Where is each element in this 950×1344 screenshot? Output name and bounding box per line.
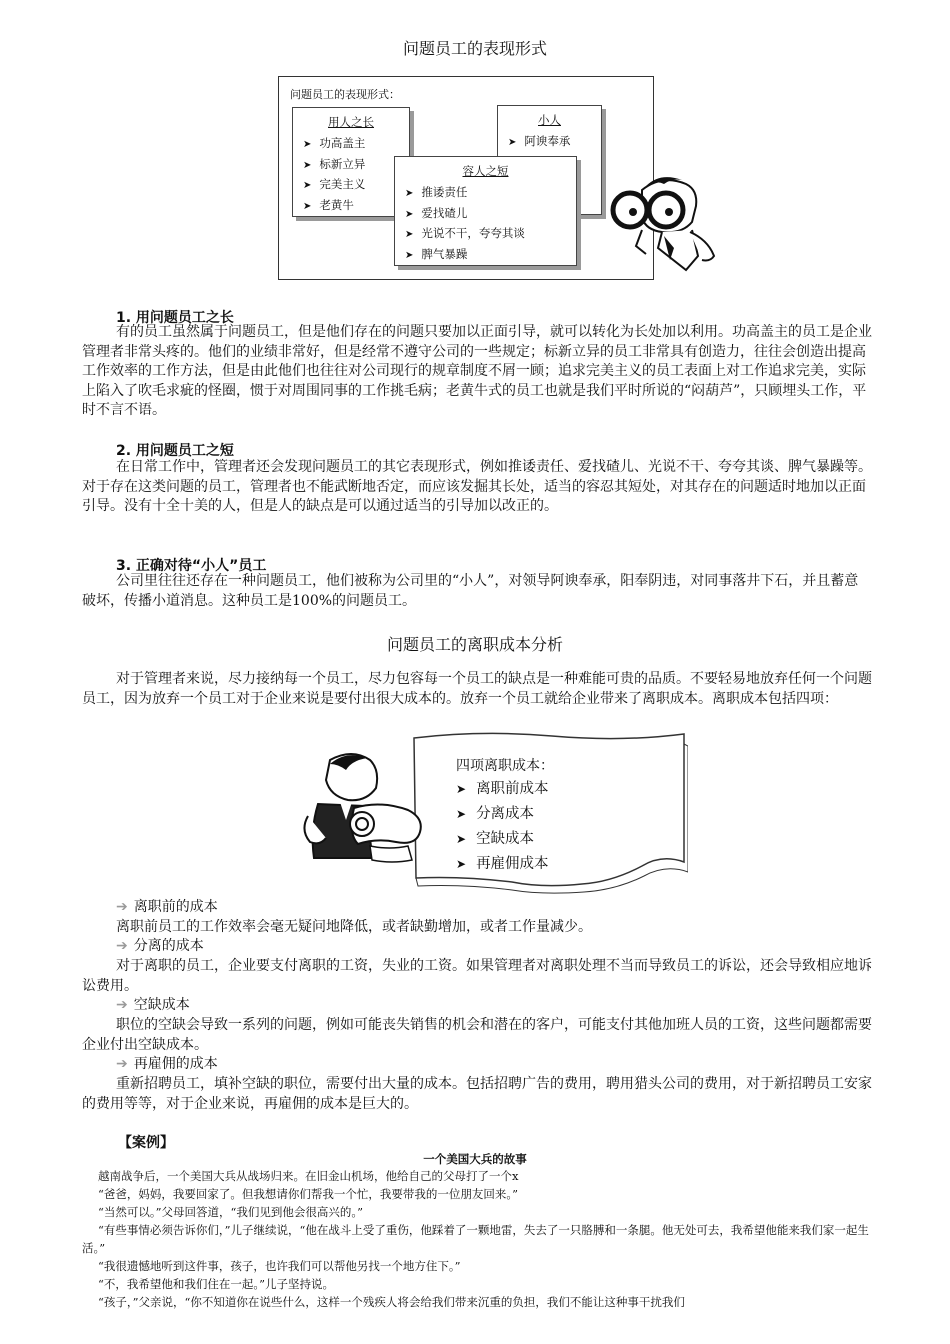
cost-heading [116, 996, 190, 1016]
cost-heading-label: 离职前的成本 [133, 899, 218, 915]
cost-text: 重新招聘员工，填补空缺的职位，需要付出大量的成本。包括招聘广告的费用，聘用猎头公司的费用，对于新招聘员工安家的费用等等，对于企业来说，再雇佣的成本是巨大的。 [82, 1076, 872, 1112]
section-heading: 2. 用问题员工之短 [116, 443, 234, 459]
cartoon-man-with-glasses-icon [602, 170, 720, 274]
list-item: ➤ 空缺成本 [456, 827, 549, 852]
list-item: ➤ 完美主义 [303, 175, 409, 196]
list-item: ➤ 爱找碴儿 [405, 204, 576, 225]
cost-text: 职位的空缺会导致一系列的问题，例如可能丧失销售的机会和潜在的客户，可能支付其他加班人员的工资，这些问题都需要企业付出空缺成本。 [82, 1017, 872, 1053]
scroll-list [456, 777, 549, 877]
cost-heading [116, 898, 218, 918]
arrow-right-icon: ➔ [116, 997, 128, 1013]
cost-heading-label: 再雇佣的成本 [133, 1056, 218, 1072]
section-heading: 1. 用问题员工之长 [116, 310, 234, 326]
cost-text: 对于离职的员工，企业要支付离职的工资，失业的工资。如果管理者对离职处理不当而导致员工的诉讼，还会导致相应地诉讼费用。 [82, 958, 872, 994]
list-item: ➤ 老黄牛 [303, 196, 409, 217]
cartoon-man-holding-scroll-icon [300, 750, 430, 868]
diagram-label: 问题员工的表现形式： [290, 88, 400, 101]
arrow-right-icon: ➔ [116, 938, 128, 954]
story-line: “当然可以。”父母回答道，“我们见到他会很高兴的。” [98, 1205, 364, 1219]
list-item: ➤ 离职前成本 [456, 777, 549, 802]
case-heading: 【案例】 [118, 1135, 174, 1151]
story-line: “不，我希望他和我们住在一起。”儿子坚持说。 [98, 1277, 335, 1291]
section-text: 有的员工虽然属于问题员工，但是他们存在的问题只要加以正面引导，就可以转化为长处加以利用。功高盖主的员工是企业管理者非常头疼的。他们的业绩非常好，但是经常不遵守公司的一些规定；标新立异的员工非常具有创造力，往往会创造出提高工作效率的工作方法，但是由此他们也往往对公司现行的规章制度不屑一顾；追求完美主义的员工表面上对工作追求完美，实际上陷入了吹毛求疵的怪圈，惯于对周围同事的工作挑毛病；老黄牛式的员工也就是我们平时所说的“闷葫芦”，只顾埋头工作，平时不言不语。 [82, 324, 872, 419]
page-title: 问题员工的表现形式 [402, 39, 547, 58]
box-title: 用人之长 [328, 115, 374, 129]
story-line: “我很遗憾地听到这件事，孩子，也许我们可以帮他另找一个地方住下。” [98, 1259, 461, 1273]
section-heading: 3. 正确对待“小人”员工 [116, 558, 267, 574]
cost-heading [116, 1055, 218, 1075]
scroll-title: 四项离职成本： [456, 758, 554, 774]
story-line: “爸爸，妈妈，我要回家了。但我想请你们帮我一个忙，我要带我的一位朋友回来。” [98, 1187, 519, 1201]
story-line: “孩子，”父亲说，“你不知道你在说些什么，这样一个残疾人将会给我们带来沉重的负担，我们不能让这种事干扰我们 [98, 1295, 685, 1309]
story-line: “有些事情必须告诉你们，”儿子继续说，“他在战斗上受了重伤，他踩着了一颗地雷，失去了一只胳膊和一条腿。他无处可去，我希望他能来我们家一起生活。” [82, 1223, 869, 1255]
list-item: ➤ 再雇佣成本 [456, 852, 549, 877]
section-text: 公司里往往还存在一种问题员工，他们被称为公司里的“小人”，对领导阿谀奉承，阳奉阴违，对同事落井下石，并且蓄意破坏，传播小道消息。这种员工是100%的问题员工。 [82, 573, 859, 609]
box-title: 容人之短 [462, 164, 509, 178]
box-title: 小人 [538, 113, 561, 127]
cost-heading-label: 空缺成本 [133, 997, 190, 1013]
arrow-right-icon: ➔ [116, 1056, 128, 1072]
box-use-strengths [292, 107, 410, 217]
cost-heading [116, 937, 204, 957]
intro-text: 对于管理者来说，尽力接纳每一个员工，尽力包容每一个员工的缺点是一种难能可贵的品质。不要轻易地放弃任何一个问题员工，因为放弃一个员工对于企业来说是要付出很大成本的。放弃一个员工就给企业带来了离职成本。离职成本包括四项： [82, 671, 872, 707]
cost-heading-label: 分离的成本 [133, 938, 204, 954]
list-item: ➤ 阿谀奉承 [508, 132, 601, 153]
list-item: ➤ 脾气暴躁 [405, 245, 576, 266]
story-line: 越南战争后，一个美国大兵从战场归来。在旧金山机场，他给自己的父母打了一个x [98, 1169, 519, 1183]
story-title: 一个美国大兵的故事 [423, 1152, 527, 1166]
list-item: ➤ 标新立异 [303, 155, 409, 176]
section-title: 问题员工的离职成本分析 [386, 635, 563, 654]
list-item: ➤ 功高盖主 [303, 134, 409, 155]
list-item: ➤ 光说不干，夸夸其谈 [405, 224, 576, 245]
arrow-right-icon: ➔ [116, 899, 128, 915]
list-item: ➤ 分离成本 [456, 802, 549, 827]
cost-text: 离职前员工的工作效率会毫无疑问地降低，或者缺勤增加，或者工作量减少。 [116, 919, 592, 935]
list-item: ➤ 推诿责任 [405, 183, 576, 204]
box-tolerate-weaknesses [394, 156, 577, 266]
section-text: 在日常工作中，管理者还会发现问题员工的其它表现形式，例如推诿责任、爱找碴儿、光说不干、夸夸其谈、脾气暴躁等。对于存在这类问题的员工，管理者也不能武断地否定，而应该发掘其长处，适当的容忍其短处，对其存在的问题适时地加以正面引导。没有十全十美的人，但是人的缺点是可以通过适当的引导加以改正的。 [82, 459, 872, 515]
